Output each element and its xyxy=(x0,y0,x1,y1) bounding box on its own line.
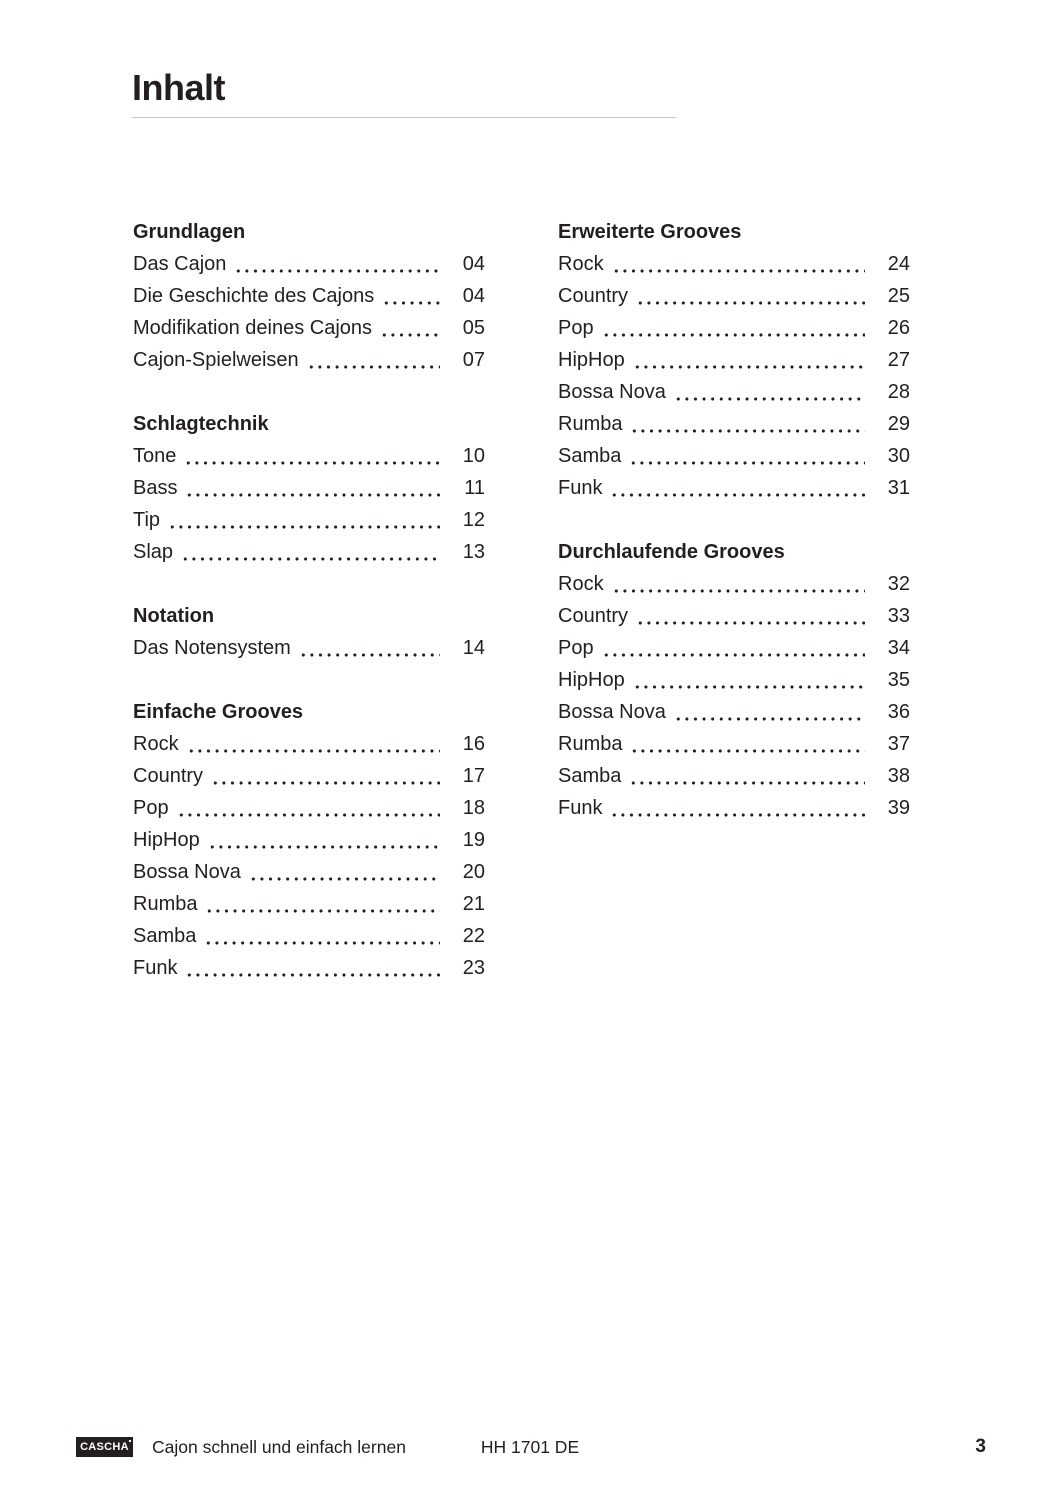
dot-leader xyxy=(381,280,440,312)
toc-entry xyxy=(133,632,485,664)
dot-leader xyxy=(176,792,440,824)
dot-leader xyxy=(609,472,865,504)
toc-entry-page: 12 xyxy=(462,509,485,531)
toc-entry xyxy=(558,568,910,600)
toc-entry xyxy=(558,664,910,696)
toc-entry xyxy=(133,280,485,312)
toc-entry-page: 14 xyxy=(462,637,485,659)
dot-leader xyxy=(298,632,440,664)
table-of-contents xyxy=(133,216,910,1016)
toc-entry-page: 29 xyxy=(887,413,910,435)
cascha-logo-text: CASCHA xyxy=(80,1441,129,1453)
toc-section xyxy=(558,216,910,504)
dot-leader xyxy=(632,664,865,696)
toc-entry-label: Funk xyxy=(558,797,603,819)
toc-entry xyxy=(133,440,485,472)
toc-entry-page: 33 xyxy=(887,605,910,627)
toc-section-heading: Schlagtechnik xyxy=(133,413,269,435)
toc-entry xyxy=(133,952,485,984)
toc-entry-page: 36 xyxy=(887,701,910,723)
toc-entry-label: Das Notensystem xyxy=(133,637,291,659)
toc-column-left xyxy=(133,216,485,1016)
toc-section xyxy=(133,600,485,664)
toc-entry-page: 38 xyxy=(887,765,910,787)
dot-leader xyxy=(629,408,865,440)
toc-section xyxy=(558,536,910,824)
toc-entry-page: 22 xyxy=(462,925,485,947)
dot-leader xyxy=(611,248,865,280)
dot-leader xyxy=(609,792,865,824)
toc-entry-label: Slap xyxy=(133,541,174,563)
toc-entry xyxy=(133,248,485,280)
toc-entry-label: Pop xyxy=(133,797,169,819)
toc-section-heading: Grundlagen xyxy=(133,221,246,243)
toc-entry-label: Bossa Nova xyxy=(558,701,666,723)
toc-entry-label: Samba xyxy=(133,925,197,947)
toc-section xyxy=(133,696,485,984)
dot-leader xyxy=(210,760,440,792)
page-title: Inhalt xyxy=(132,67,225,108)
toc-entry xyxy=(558,312,910,344)
toc-entry xyxy=(133,536,485,568)
dot-leader xyxy=(635,280,865,312)
toc-entry-page: 17 xyxy=(462,765,485,787)
toc-entry-page: 23 xyxy=(462,957,485,979)
toc-entry-page: 24 xyxy=(887,253,910,275)
dot-leader xyxy=(601,312,865,344)
toc-entry xyxy=(133,824,485,856)
toc-entry xyxy=(558,440,910,472)
toc-entry-page: 32 xyxy=(887,573,910,595)
toc-entry-label: Country xyxy=(558,605,629,627)
toc-entry-label: Samba xyxy=(558,445,622,467)
toc-entry xyxy=(133,312,485,344)
toc-entry xyxy=(558,696,910,728)
dot-leader xyxy=(167,504,440,536)
toc-entry-label: Modifikation deines Cajons xyxy=(133,317,373,339)
toc-entry xyxy=(558,248,910,280)
toc-entry-page: 07 xyxy=(462,349,485,371)
dot-leader xyxy=(204,888,440,920)
toc-entry-page: 26 xyxy=(887,317,910,339)
toc-entry-label: HipHop xyxy=(133,829,200,851)
toc-entry xyxy=(558,760,910,792)
toc-section-heading: Durchlaufende Grooves xyxy=(558,541,785,563)
toc-entry-label: Rumba xyxy=(558,733,623,755)
toc-entry xyxy=(558,792,910,824)
toc-entry-label: Rock xyxy=(558,573,604,595)
dot-leader xyxy=(601,632,865,664)
toc-entry-label: Funk xyxy=(133,957,178,979)
toc-entry-label: HipHop xyxy=(558,349,625,371)
toc-entry-page: 34 xyxy=(887,637,910,659)
dot-leader xyxy=(673,376,865,408)
toc-entry-label: Das Cajon xyxy=(133,253,227,275)
toc-entry-page: 19 xyxy=(462,829,485,851)
toc-section-heading: Erweiterte Grooves xyxy=(558,221,742,243)
toc-entry xyxy=(133,728,485,760)
toc-entry-label: Samba xyxy=(558,765,622,787)
dot-leader xyxy=(184,952,440,984)
dot-leader xyxy=(632,344,865,376)
toc-entry xyxy=(133,888,485,920)
toc-entry-page: 25 xyxy=(887,285,910,307)
toc-entry xyxy=(133,472,485,504)
toc-entry-page: 30 xyxy=(887,445,910,467)
toc-entry xyxy=(133,920,485,952)
footer-book-title: Cajon schnell und einfach lernen xyxy=(152,1437,406,1457)
toc-entry-page: 37 xyxy=(887,733,910,755)
toc-entry-label: Pop xyxy=(558,637,594,659)
toc-entry xyxy=(133,504,485,536)
toc-entry xyxy=(558,408,910,440)
toc-entry-page: 18 xyxy=(462,797,485,819)
toc-entry xyxy=(558,472,910,504)
dot-leader xyxy=(628,760,865,792)
toc-entry-page: 31 xyxy=(887,477,910,499)
toc-entry-page: 13 xyxy=(462,541,485,563)
toc-entry-page: 11 xyxy=(464,477,485,499)
dot-leader xyxy=(611,568,865,600)
trademark-mark xyxy=(129,1440,131,1442)
title-divider-rule xyxy=(132,117,676,118)
toc-section xyxy=(133,216,485,376)
toc-section xyxy=(133,408,485,568)
toc-entry-label: Rumba xyxy=(558,413,623,435)
toc-entry-label: Country xyxy=(133,765,204,787)
toc-entry-page: 04 xyxy=(462,285,485,307)
dot-leader xyxy=(184,472,440,504)
dot-leader xyxy=(183,440,440,472)
toc-entry xyxy=(133,344,485,376)
toc-entry xyxy=(558,728,910,760)
toc-entry xyxy=(558,344,910,376)
toc-section-heading: Notation xyxy=(133,605,215,627)
dot-leader xyxy=(203,920,440,952)
toc-entry-label: Tip xyxy=(133,509,161,531)
toc-entry-label: Bossa Nova xyxy=(558,381,666,403)
dot-leader xyxy=(180,536,440,568)
toc-entry-label: Bossa Nova xyxy=(133,861,241,883)
toc-entry xyxy=(133,792,485,824)
dot-leader xyxy=(673,696,865,728)
toc-entry-page: 27 xyxy=(887,349,910,371)
toc-entry-label: Rock xyxy=(558,253,604,275)
toc-entry xyxy=(558,600,910,632)
dot-leader xyxy=(379,312,440,344)
cascha-logo xyxy=(76,1437,133,1457)
dot-leader xyxy=(186,728,440,760)
toc-entry-page: 21 xyxy=(462,893,485,915)
page-number: 3 xyxy=(975,1436,986,1457)
toc-entry xyxy=(558,632,910,664)
toc-entry-label: HipHop xyxy=(558,669,625,691)
toc-entry-label: Cajon-Spielweisen xyxy=(133,349,299,371)
toc-entry-label: Pop xyxy=(558,317,594,339)
footer-edition-code: HH 1701 DE xyxy=(480,1437,580,1457)
toc-entry-label: Rumba xyxy=(133,893,198,915)
toc-entry-page: 20 xyxy=(462,861,485,883)
toc-entry xyxy=(558,280,910,312)
toc-entry-label: Funk xyxy=(558,477,603,499)
dot-leader xyxy=(248,856,440,888)
toc-column-right xyxy=(558,216,910,1016)
toc-entry-label: Bass xyxy=(133,477,178,499)
toc-entry xyxy=(558,376,910,408)
toc-entry-page: 05 xyxy=(462,317,485,339)
dot-leader xyxy=(628,440,865,472)
toc-entry-page: 39 xyxy=(887,797,910,819)
toc-entry-page: 28 xyxy=(887,381,910,403)
page-footer xyxy=(0,1436,1060,1460)
toc-entry xyxy=(133,760,485,792)
toc-entry-label: Tone xyxy=(133,445,177,467)
toc-entry-page: 10 xyxy=(462,445,485,467)
dot-leader xyxy=(629,728,865,760)
dot-leader xyxy=(306,344,440,376)
dot-leader xyxy=(635,600,865,632)
toc-entry-page: 16 xyxy=(462,733,485,755)
dot-leader xyxy=(233,248,440,280)
dot-leader xyxy=(207,824,440,856)
toc-entry xyxy=(133,856,485,888)
toc-entry-page: 04 xyxy=(462,253,485,275)
toc-entry-label: Die Geschichte des Cajons xyxy=(133,285,375,307)
toc-section-heading: Einfache Grooves xyxy=(133,701,304,723)
toc-entry-label: Country xyxy=(558,285,629,307)
toc-entry-label: Rock xyxy=(133,733,179,755)
toc-entry-page: 35 xyxy=(887,669,910,691)
